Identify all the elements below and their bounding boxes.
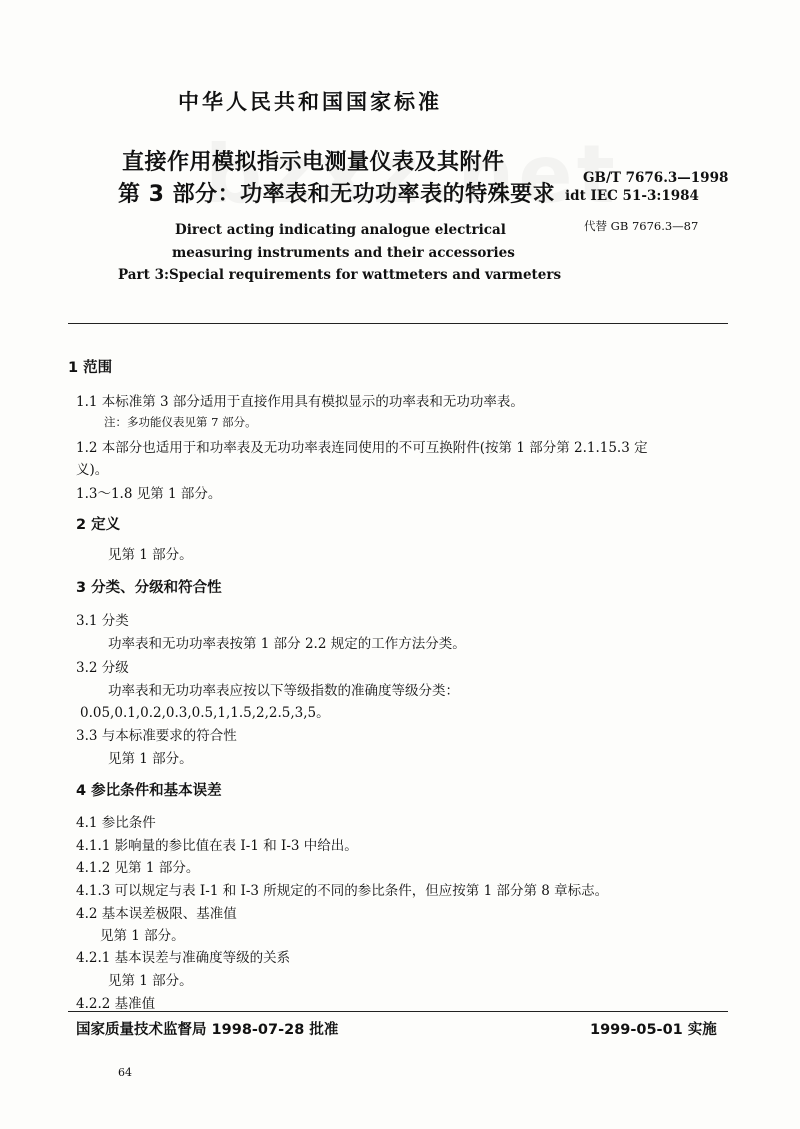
approval-line: 国家质量技术监督局 1998-07-28 批准 (76, 1022, 339, 1038)
iec-code: idt IEC 51-3:1984 (565, 188, 699, 204)
standard-type-heading: 中华人民共和国国家标准 (178, 90, 442, 114)
paragraph: 1.3～1.8 见第 1 部分。 (76, 486, 222, 502)
paragraph: 见第 1 部分。 (100, 928, 185, 944)
section-heading: 3 分类、分级和符合性 (76, 580, 222, 596)
footer-rule (68, 1011, 728, 1012)
title-cn-line2: 第 3 部分：功率表和无功功率表的特殊要求 (118, 182, 556, 207)
paragraph: 4.2.1 基本误差与准确度等级的关系 (76, 950, 291, 966)
paragraph: 4.1.2 见第 1 部分。 (76, 860, 200, 876)
paragraph: 见第 1 部分。 (108, 547, 193, 563)
paragraph: 1.2 本部分也适用于和功率表及无功功率表连同使用的不可互换附件(按第 1 部分第 2.1.15.3 定 (76, 440, 648, 456)
paragraph: 4.1 参比条件 (76, 815, 156, 831)
paragraph: 1.1 本标准第 3 部分适用于直接作用具有模拟显示的功率表和无功功率表。 (76, 394, 524, 410)
title-en-line1: Direct acting indicating analogue electrical (175, 222, 506, 238)
paragraph: 功率表和无功功率表应按以下等级指数的准确度等级分类： (108, 683, 459, 699)
paragraph: 3.3 与本标准要求的符合性 (76, 728, 237, 744)
section-heading: 1 范围 (68, 360, 113, 376)
paragraph: 4.1.3 可以规定与表 I-1 和 I-3 所规定的不同的参比条件，但应按第 1 部分第 8 章标志。 (76, 883, 609, 899)
section-heading: 4 参比条件和基本误差 (76, 783, 222, 799)
note-text: 注：多功能仪表见第 7 部分。 (104, 415, 257, 429)
paragraph: 见第 1 部分。 (108, 973, 193, 989)
standard-code: GB/T 7676.3—1998 (583, 170, 729, 186)
paragraph: 0.05,0.1,0.2,0.3,0.5,1,1.5,2,2.5,3,5。 (80, 705, 330, 721)
replaces-code: 代替 GB 7676.3—87 (584, 219, 699, 233)
paragraph: 4.1.1 影响量的参比值在表 I-1 和 I-3 中给出。 (76, 838, 358, 854)
paragraph: 4.2.2 基准值 (76, 996, 156, 1012)
effective-date: 1999-05-01 实施 (590, 1022, 717, 1038)
paragraph: 3.1 分类 (76, 613, 129, 629)
title-cn-line1: 直接作用模拟指示电测量仪表及其附件 (122, 150, 505, 175)
paragraph: 见第 1 部分。 (108, 751, 193, 767)
page-number: 64 (118, 1066, 132, 1079)
paragraph: 功率表和无功功率表按第 1 部分 2.2 规定的工作方法分类。 (108, 636, 466, 652)
section-heading: 2 定义 (76, 517, 121, 533)
paragraph: 4.2 基本误差极限、基准值 (76, 906, 237, 922)
title-en-line3: Part 3:Special requirements for wattmeters and varmeters (118, 267, 562, 283)
header-rule (68, 323, 728, 324)
paragraph: 义)。 (76, 462, 109, 478)
title-en-line2: measuring instruments and their accessories (172, 245, 515, 261)
paragraph: 3.2 分级 (76, 660, 129, 676)
